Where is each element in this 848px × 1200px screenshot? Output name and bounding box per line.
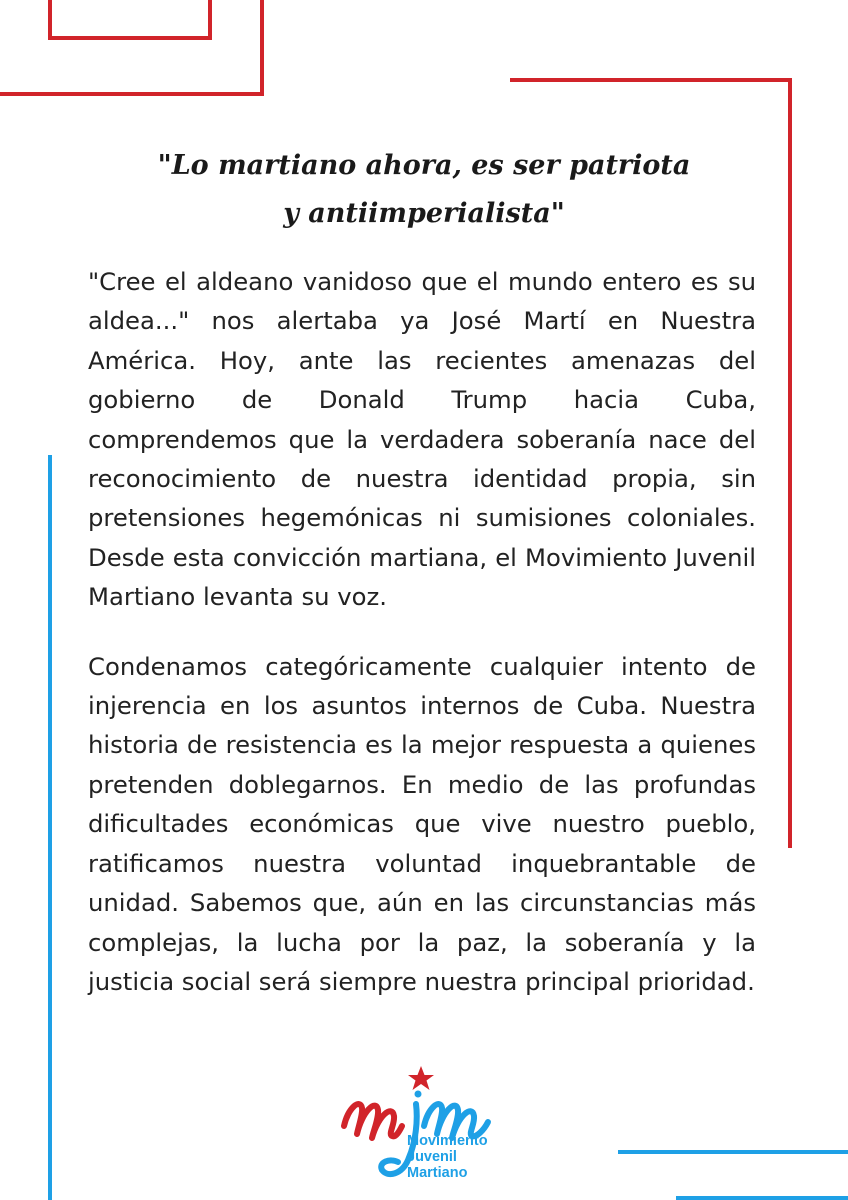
- logo-text-line-2: Juvenil: [407, 1149, 457, 1165]
- frame-top-left-outer-right: [260, 0, 264, 96]
- frame-top-left-inner-bottom: [48, 36, 212, 40]
- mjm-logo: [338, 1062, 498, 1192]
- paragraph-1: "Cree el aldeano vanidoso que el mundo entero es su aldea..." nos alertaba ya José Martí en Nuestra América. Hoy, ante las recientes amenazas del gobierno de Donald Trump hacia Cuba, comprendemos que la verdadera soberanía nace del reconocimiento de nuestra identidad propia, sin pretensiones hegemónicas ni sumisiones coloniales. Desde esta convicción martiana, el Movimiento Juvenil Martiano levanta su voz.: [88, 267, 756, 612]
- frame-top-left-inner-left: [48, 0, 52, 40]
- frame-right-top: [510, 78, 792, 82]
- star-icon: [408, 1066, 434, 1090]
- frame-left-vertical: [48, 455, 52, 1200]
- paragraph-2: Condenamos categóricamente cualquier intento de injerencia en los asuntos internos de Cuba. Nuestra historia de resistencia es la mejor respuesta a quienes pretenden doblegarnos. En medio de las profundas dificultades económicas que vive nuestro pueblo, ratificamos nuestra voluntad inquebrantable de unidad. Sabemos que, aún en las circunstancias más complejas, la lucha por la paz, la soberanía y la justicia social será siempre nuestra principal prioridad.: [88, 651, 756, 996]
- logo-text-line-1: Movimiento: [407, 1133, 488, 1149]
- frame-right-vertical: [788, 78, 792, 848]
- frame-top-left-inner-right: [208, 0, 212, 40]
- logo-text-line-3: Martiano: [407, 1165, 468, 1181]
- frame-bottom-right-inner: [676, 1196, 848, 1200]
- frame-top-left-outer-bottom: [0, 92, 264, 96]
- frame-bottom-right-top: [618, 1150, 848, 1154]
- logo-j-dot: [415, 1091, 422, 1098]
- logo-letter-m-red: [344, 1104, 402, 1138]
- page-title: "Lo martiano ahora, es ser patriota y antiimperialista": [157, 150, 691, 229]
- statement-body: [88, 262, 756, 1031]
